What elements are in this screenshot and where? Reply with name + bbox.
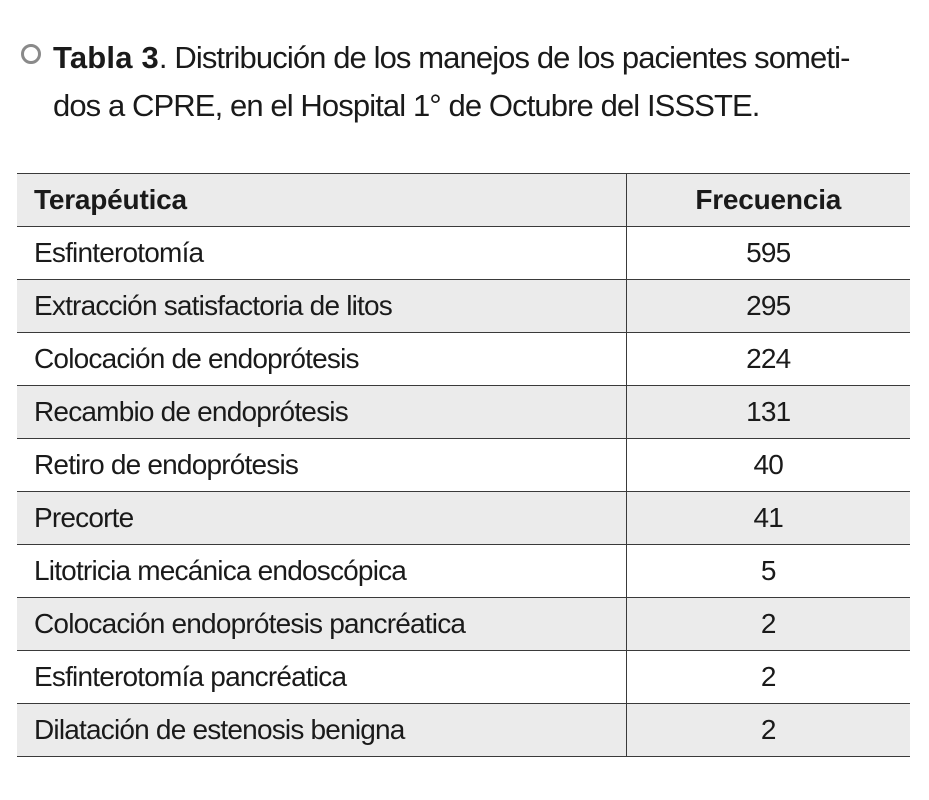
frequency-cell: 2 bbox=[626, 704, 910, 757]
caption-text-line2: dos a CPRE, en el Hospital 1° de Octubre del ISSSTE. bbox=[53, 88, 760, 123]
therapy-cell: Extracción satisfactoria de litos bbox=[17, 280, 626, 333]
table-row bbox=[17, 333, 910, 386]
therapy-cell: Litotricia mecánica endoscópica bbox=[17, 545, 626, 598]
table-row bbox=[17, 386, 910, 439]
therapy-frequency-table bbox=[17, 173, 910, 757]
table-row bbox=[17, 598, 910, 651]
frequency-cell: 2 bbox=[626, 651, 910, 704]
table-row bbox=[17, 439, 910, 492]
header-frequency: Frecuencia bbox=[626, 174, 910, 227]
table-row bbox=[17, 227, 910, 280]
table-row bbox=[17, 704, 910, 757]
frequency-cell: 41 bbox=[626, 492, 910, 545]
table-header-row bbox=[17, 174, 910, 227]
table-row bbox=[17, 280, 910, 333]
therapy-cell: Recambio de endoprótesis bbox=[17, 386, 626, 439]
frequency-cell: 5 bbox=[626, 545, 910, 598]
therapy-cell: Esfinterotomía pancréatica bbox=[17, 651, 626, 704]
frequency-cell: 595 bbox=[626, 227, 910, 280]
frequency-cell: 2 bbox=[626, 598, 910, 651]
frequency-cell: 131 bbox=[626, 386, 910, 439]
header-therapy: Terapéutica bbox=[17, 174, 626, 227]
frequency-cell: 40 bbox=[626, 439, 910, 492]
frequency-cell: 295 bbox=[626, 280, 910, 333]
table-caption bbox=[20, 34, 915, 130]
caption-label: Tabla 3 bbox=[53, 40, 159, 75]
table-row bbox=[17, 651, 910, 704]
caption-text-line1: . Distribución de los manejos de los pacientes someti- bbox=[158, 40, 850, 75]
frequency-cell: 224 bbox=[626, 333, 910, 386]
therapy-cell: Colocación de endoprótesis bbox=[17, 333, 626, 386]
circle-bullet-icon bbox=[21, 44, 41, 64]
table-row bbox=[17, 545, 910, 598]
therapy-cell: Retiro de endoprótesis bbox=[17, 439, 626, 492]
therapy-cell: Colocación endoprótesis pancréatica bbox=[17, 598, 626, 651]
therapy-cell: Esfinterotomía bbox=[17, 227, 626, 280]
therapy-cell: Precorte bbox=[17, 492, 626, 545]
therapy-cell: Dilatación de estenosis benigna bbox=[17, 704, 626, 757]
table-row bbox=[17, 492, 910, 545]
